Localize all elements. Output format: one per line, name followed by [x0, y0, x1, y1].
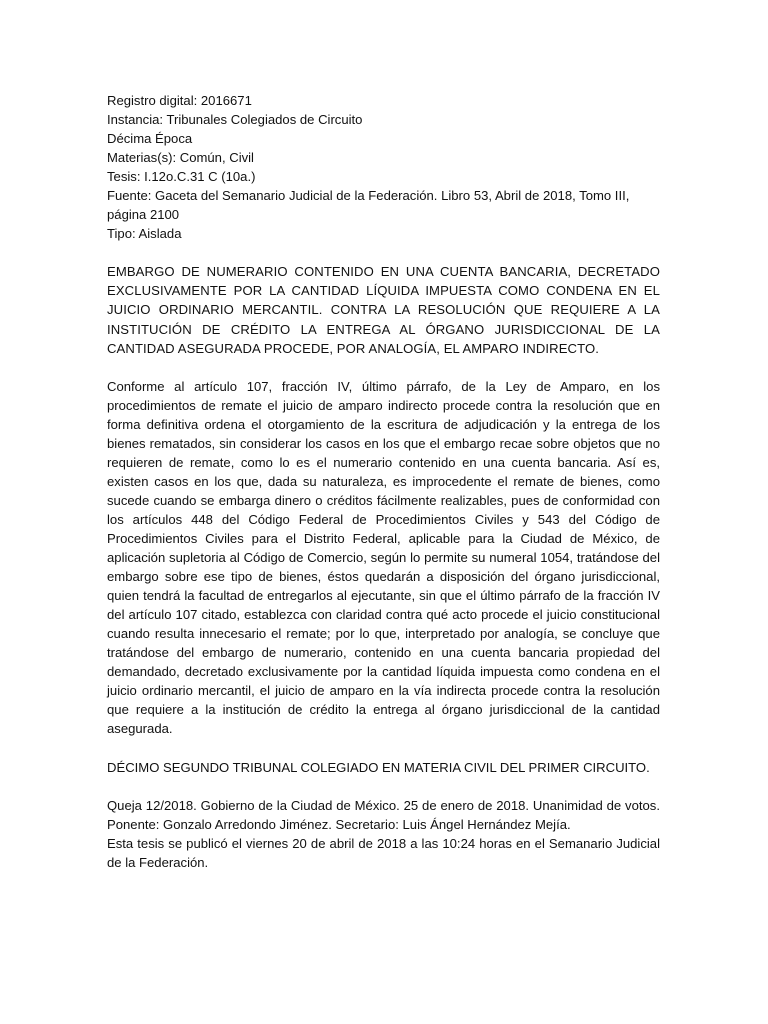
materias-line: Materias(s): Común, Civil — [107, 150, 254, 166]
epoca-line: Décima Época — [107, 131, 193, 147]
thesis-content — [107, 91, 660, 891]
tesis-line: Tesis: I.12o.C.31 C (10a.) — [107, 169, 256, 185]
registro-line: Registro digital: 2016671 — [107, 93, 252, 108]
publication-note: Esta tesis se publicó el viernes 20 de abril de 2018 a las 10:24 horas en el Semanario Judicial de la Federación. — [107, 835, 660, 870]
metadata-block — [107, 91, 660, 243]
instancia-line: Instancia: Tribunales Colegiados de Circuito — [107, 112, 363, 128]
tipo-line: Tipo: Aislada — [107, 226, 182, 242]
tribunal-name: DÉCIMO SEGUNDO TRIBUNAL COLEGIADO EN MATERIA CIVIL DEL PRIMER CIRCUITO. — [107, 759, 650, 775]
thesis-body: Conforme al artículo 107, fracción IV, último párrafo, de la Ley de Amparo, en los procedimientos de remate el juicio de amparo indirecto procede contra la resolución que en forma definitiva ordena el otorgamiento de la escritura de adjudicación y la entrega de los bienes rematados, sin considerar los casos en los que el embargo recae sobre objetos que no requieren de remate, como lo es el numerario contenido en una cuenta bancaria. Así es, existen casos en los que, dada su naturaleza, es improcedente el remate de bienes, como sucede cuando se embarga dinero o créditos fácilmente realizables, pues de conformidad con los artículos 448 del Código Federal de Procedimientos Civiles y 543 del Código de Procedimientos Civiles para el Distrito Federal, aplicable para la Ciudad de México, de aplicación supletoria al Código de Comercio, según lo permite su numeral 1054, tratándose del embargo sobre ese tipo de bienes, éstos quedarán a disposición del órgano jurisdiccional, quien tendrá la facultad de entregarlos al ejecutante, sin que el último párrafo de la fracción IV del artículo 107 citado, establezca con claridad contra qué acto procede el juicio constitucional cuando resulta innecesario el remate; por lo que, interpretado por analogía, se concluye que tratándose del embargo de numerario, contenido en una cuenta bancaria propiedad del demandado, decretado exclusivamente por la cantidad líquida impuesta como condena en el juicio ordinario mercantil, el juicio de amparo en la vía indirecta procede contra la resolución que requiere a la institución de crédito la entrega al órgano jurisdiccional de la cantidad asegurada. — [107, 378, 660, 737]
rubro-heading: EMBARGO DE NUMERARIO CONTENIDO EN UNA CUENTA BANCARIA, DECRETADO EXCLUSIVAMENTE POR LA CANTIDAD LÍQUIDA IMPUESTA COMO CONDENA EN EL JUICIO ORDINARIO MERCANTIL. CONTRA LA RESOLUCIÓN QUE REQUIERE A LA INSTITUCIÓN DE CRÉDITO LA ENTREGA AL ÓRGANO JURISDICCIONAL DE LA CANTIDAD ASEGURADA PROCEDE, POR ANALOGÍA, EL AMPARO INDIRECTO. — [107, 264, 660, 356]
fuente-line: Fuente: Gaceta del Semanario Judicial de la Federación. Libro 53, Abril de 2018, Tomo III, página 2100 — [107, 188, 630, 223]
precedent-text: Queja 12/2018. Gobierno de la Ciudad de México. 25 de enero de 2018. Unanimidad de votos. Ponente: Gonzalo Arredondo Jiménez. Secretario: Luis Ángel Hernández Mejía. — [107, 797, 660, 832]
